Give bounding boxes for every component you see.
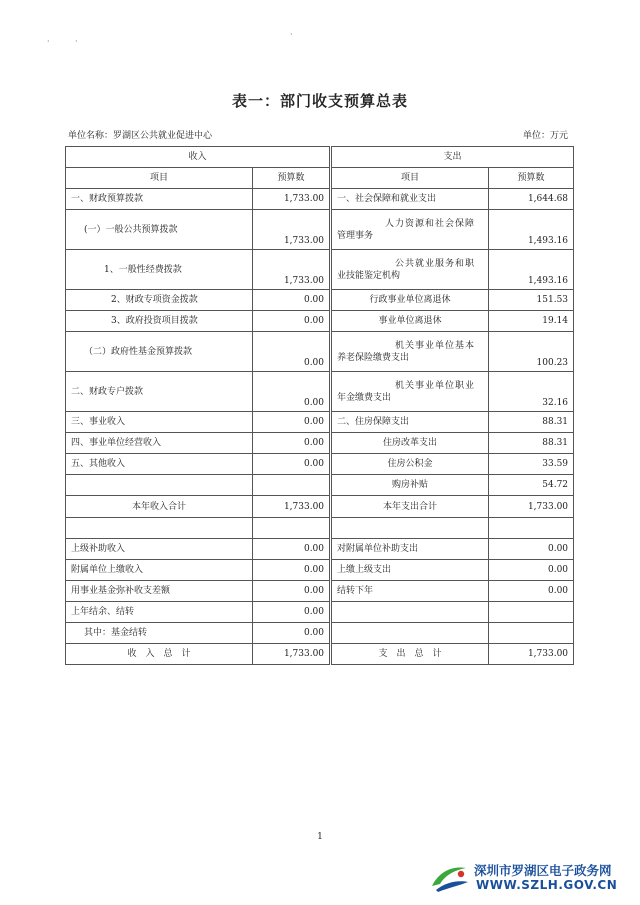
expense-value — [489, 518, 574, 539]
income-value: 1,733.00 — [253, 210, 331, 250]
income-value: 0.00 — [253, 290, 331, 311]
logo-url: WWW.SZLH.GOV.CN — [476, 878, 618, 892]
unit-name: 单位名称：罗湖区公共就业促进中心 — [68, 131, 213, 141]
expense-total-value: 1,733.00 — [489, 644, 574, 665]
income-item: 五、其他收入 — [66, 454, 253, 475]
expense-subtotal-value: 1,733.00 — [489, 496, 574, 518]
income-total-value: 1,733.00 — [253, 644, 331, 665]
income-item: 二、财政专户拨款 — [66, 372, 253, 412]
income-item: （二）政府性基金预算拨款 — [66, 332, 253, 372]
table-row — [66, 644, 574, 665]
logo-title: 深圳市罗湖区电子政务网 — [474, 863, 612, 878]
table-row — [66, 581, 574, 602]
table-row — [66, 332, 574, 372]
income-subtotal-label: 本年收入合计 — [66, 496, 253, 518]
income-item: 上年结余、结转 — [66, 602, 253, 623]
income-value: 0.00 — [253, 539, 331, 560]
expense-value — [489, 602, 574, 623]
income-item: (一）一般公共预算拨款 — [66, 210, 253, 250]
expense-value: 151.53 — [489, 290, 574, 311]
income-item: 1、一般性经费拨款 — [66, 250, 253, 290]
scan-speck: · — [290, 30, 293, 39]
site-watermark-logo — [428, 858, 638, 898]
expense-value: 54.72 — [489, 475, 574, 496]
income-header: 收入 — [66, 147, 331, 168]
table-row — [66, 412, 574, 433]
expense-item: 事业单位离退休 — [331, 311, 489, 332]
expense-value: 100.23 — [489, 332, 574, 372]
expense-value: 1,493.16 — [489, 250, 574, 290]
expense-item-line2: 业技能鉴定机构 — [337, 270, 401, 281]
income-value: 1,733.00 — [253, 189, 331, 210]
expense-item-line1: 公共就业服务和职 — [395, 258, 476, 269]
expense-value: 1,493.16 — [489, 210, 574, 250]
table-row — [66, 496, 574, 518]
unit-label: 单位：万元 — [522, 131, 568, 141]
income-value: 0.00 — [253, 581, 331, 602]
table-row — [66, 189, 574, 210]
expense-value: 0.00 — [489, 539, 574, 560]
expense-budget-col: 预算数 — [489, 168, 574, 189]
expense-value: 88.31 — [489, 412, 574, 433]
expense-item-col: 项目 — [331, 168, 489, 189]
expense-item: 对附属单位补助支出 — [331, 539, 489, 560]
scan-speck: · — [75, 37, 78, 46]
income-value — [253, 475, 331, 496]
scan-speck: · — [47, 37, 50, 46]
table-row — [66, 454, 574, 475]
expense-value: 19.14 — [489, 311, 574, 332]
expense-item — [331, 372, 489, 412]
expense-item: 住房公积金 — [331, 454, 489, 475]
expense-subtotal-label: 本年支出合计 — [331, 496, 489, 518]
income-item: 四、事业单位经营收入 — [66, 433, 253, 454]
expense-value: 0.00 — [489, 581, 574, 602]
budget-summary-table — [65, 146, 574, 665]
income-value: 0.00 — [253, 412, 331, 433]
expense-value — [489, 623, 574, 644]
expense-item-line2: 年金缴费支出 — [337, 392, 392, 403]
expense-item — [331, 210, 489, 250]
income-value: 0.00 — [253, 602, 331, 623]
expense-item-line2: 管理事务 — [337, 230, 374, 241]
expense-value: 32.16 — [489, 372, 574, 412]
income-item — [66, 518, 253, 539]
expense-item: 购房补贴 — [331, 475, 489, 496]
income-item: 上级补助收入 — [66, 539, 253, 560]
income-value: 0.00 — [253, 372, 331, 412]
expense-header: 支出 — [331, 147, 574, 168]
expense-item: 行政事业单位离退休 — [331, 290, 489, 311]
expense-item-line1: 人力资源和社会保障 — [385, 218, 476, 229]
income-item: 3、政府投资项目拨款 — [66, 311, 253, 332]
income-value: 0.00 — [253, 560, 331, 581]
expense-item — [331, 518, 489, 539]
income-subtotal-value: 1,733.00 — [253, 496, 331, 518]
income-value — [253, 518, 331, 539]
income-value: 0.00 — [253, 454, 331, 475]
expense-item: 住房改革支出 — [331, 433, 489, 454]
expense-item: 一、社会保障和就业支出 — [331, 189, 489, 210]
table-row — [66, 433, 574, 454]
expense-value: 88.31 — [489, 433, 574, 454]
expense-item: 结转下年 — [331, 581, 489, 602]
table-row — [66, 623, 574, 644]
table-row — [66, 560, 574, 581]
expense-item — [331, 602, 489, 623]
expense-total-label: 支 出 总 计 — [331, 644, 489, 665]
expense-item: 上缴上级支出 — [331, 560, 489, 581]
table-row — [66, 518, 574, 539]
expense-item-line2: 养老保险缴费支出 — [337, 352, 410, 363]
income-value: 1,733.00 — [253, 250, 331, 290]
swoosh-logo-icon — [428, 860, 470, 894]
income-value: 0.00 — [253, 332, 331, 372]
income-item: 三、事业收入 — [66, 412, 253, 433]
income-item: 其中：基金结转 — [66, 623, 253, 644]
table-row — [66, 475, 574, 496]
income-value: 0.00 — [253, 623, 331, 644]
income-total-label: 收 入 总 计 — [66, 644, 253, 665]
income-item-col: 项目 — [66, 168, 253, 189]
income-item — [66, 475, 253, 496]
expense-item — [331, 332, 489, 372]
income-item: 用事业基金弥补收支差额 — [66, 581, 253, 602]
table-row — [66, 539, 574, 560]
table-row — [66, 210, 574, 250]
table-row — [66, 290, 574, 311]
income-item: 2、财政专项资金拨款 — [66, 290, 253, 311]
income-budget-col: 预算数 — [253, 168, 331, 189]
expense-item — [331, 623, 489, 644]
expense-value: 33.59 — [489, 454, 574, 475]
table-row — [66, 250, 574, 290]
expense-item — [331, 250, 489, 290]
income-item: 一、财政预算拨款 — [66, 189, 253, 210]
table-row — [66, 311, 574, 332]
table-header-row — [66, 147, 574, 168]
page-title: 表一：部门收支预算总表 — [231, 92, 408, 110]
income-item: 附属单位上缴收入 — [66, 560, 253, 581]
page-number: 1 — [317, 832, 323, 842]
expense-value: 0.00 — [489, 560, 574, 581]
table-subheader-row — [66, 168, 574, 189]
expense-item: 二、住房保障支出 — [331, 412, 489, 433]
expense-item-line1: 机关事业单位职业 — [395, 380, 476, 391]
income-value: 0.00 — [253, 311, 331, 332]
income-value: 0.00 — [253, 433, 331, 454]
table-row — [66, 372, 574, 412]
table-row — [66, 602, 574, 623]
expense-value: 1,644.68 — [489, 189, 574, 210]
expense-item-line1: 机关事业单位基本 — [395, 340, 476, 351]
